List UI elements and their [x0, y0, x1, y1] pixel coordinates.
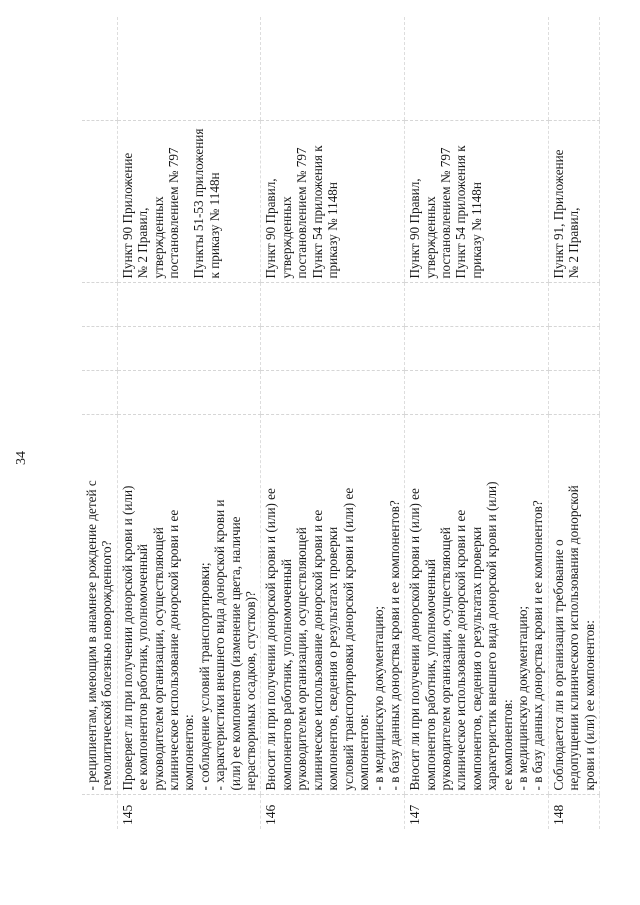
note-cell [117, 17, 261, 121]
question-line: руководителем организации, осуществляющей [437, 527, 453, 791]
question-line: компонентов работник, уполномоченный [278, 559, 294, 791]
table-row [117, 17, 261, 829]
legal-reference [117, 121, 261, 283]
requirement-question [261, 415, 405, 795]
note-cell [405, 17, 549, 121]
answer-no-cell [261, 327, 405, 371]
question-line: нерастворимых осадков, сгустков)? [243, 591, 259, 791]
note-cell [548, 17, 599, 121]
row-number: 147 [405, 795, 549, 829]
answer-yes-cell [548, 371, 599, 415]
reference-line: Пункт 90 Приложение [119, 152, 135, 279]
reference-line: постановлением № 797 [294, 147, 310, 279]
question-line: крови и (или) ее компонентов: [581, 620, 597, 791]
question-line: руководителем организации, осуществляющей [294, 527, 310, 791]
reference-line: Пункт 54 приложения к [309, 145, 325, 279]
answer-yes-cell [405, 371, 549, 415]
answer-no-cell [82, 327, 117, 371]
requirement-question [117, 415, 261, 795]
checklist-rows [82, 17, 600, 829]
question-line: компонентов, сведения о результатах проверки [325, 526, 341, 791]
question-line: компонентов: [181, 714, 197, 791]
question-line: руководителем организации, осуществляющей [150, 527, 166, 791]
question-line: - соблюдение условий транспортировки; [196, 562, 212, 791]
not-applicable-cell [405, 283, 549, 327]
requirement-question [548, 415, 599, 795]
question-line: - реципиентам, имеющим в анамнезе рождение детей с [84, 480, 99, 791]
reference-line [181, 126, 191, 279]
reference-line: приказу № 1148н [325, 182, 341, 279]
question-line: клиническое использование донорской крови и ее [453, 509, 469, 791]
question-line: - характеристики внешнего вида донорской крови и [212, 499, 228, 791]
question-line: - в базу данных донорства крови и ее компонентов? [530, 500, 546, 791]
question-line: клиническое использование донорской крови и ее [166, 509, 182, 791]
row-number: 146 [261, 795, 405, 829]
question-line: Проверяет ли при получении донорской крови и (или) [119, 485, 135, 791]
legal-reference [548, 121, 599, 283]
page-number: 34 [14, 451, 29, 465]
question-line: клиническое использование донорской крови и ее [309, 509, 325, 791]
note-cell [261, 17, 405, 121]
row-number [82, 795, 117, 829]
note-cell [82, 17, 117, 121]
question-line: ее компонентов работник, уполномоченный [135, 544, 151, 791]
question-line: гемолитической болезнью новорожденного? [99, 540, 115, 791]
reference-line: № 2 Правил, [566, 207, 582, 279]
not-applicable-cell [82, 283, 117, 327]
reference-line: Пункт 90 Правил, [407, 178, 423, 279]
question-line: компонентов, сведения о результатах проверки [468, 526, 484, 791]
question-line: ее компонентов: [499, 699, 515, 791]
question-line: характеристик внешнего вида донорской крови и (или) [484, 481, 500, 791]
answer-no-cell [405, 327, 549, 371]
table-row [82, 17, 117, 829]
not-applicable-cell [261, 283, 405, 327]
requirement-question [82, 415, 117, 795]
not-applicable-cell [548, 283, 599, 327]
question-line: - в базу данных донорства крови и ее компонентов? [386, 500, 402, 791]
question-line: недопущении клинического использования донорской [566, 485, 582, 791]
table-row [548, 17, 599, 829]
answer-no-cell [117, 327, 261, 371]
question-line: (или) ее компонентов (изменение цвета, наличие [227, 516, 243, 791]
reference-line: Пункт 91, Приложение [550, 149, 566, 279]
reference-line: утвержденных [422, 196, 438, 279]
question-line: компонентов работник, уполномоченный [422, 559, 438, 791]
legal-reference [261, 121, 405, 283]
requirement-question [405, 415, 549, 795]
reference-line: приказу № 1148н [468, 182, 484, 279]
reference-line: постановлением № 797 [166, 147, 182, 279]
question-line: - в медицинскую документацию; [371, 605, 387, 791]
question-line: Вносит ли при получении донорской крови и (или) ее [407, 488, 423, 791]
question-line: компонентов: [355, 714, 371, 791]
answer-yes-cell [82, 371, 117, 415]
question-line: условий транспортировки донорской крови и (или) ее [340, 487, 356, 791]
table-row [405, 17, 549, 829]
question-line: Соблюдается ли в организации требование о [550, 539, 566, 791]
legal-reference [405, 121, 549, 283]
question-line: Вносит ли при получении донорской крови и (или) ее [263, 488, 279, 791]
row-number: 145 [117, 795, 261, 829]
table-row [261, 17, 405, 829]
reference-line: Пункт 54 приложения к [453, 145, 469, 279]
answer-no-cell [548, 327, 599, 371]
answer-yes-cell [117, 371, 261, 415]
reference-line: утвержденных [150, 196, 166, 279]
reference-line: постановлением № 797 [437, 147, 453, 279]
reference-line: № 2 Правил, [135, 207, 151, 279]
row-number: 148 [548, 795, 599, 829]
answer-yes-cell [261, 371, 405, 415]
checklist-table [82, 17, 600, 829]
not-applicable-cell [117, 283, 261, 327]
reference-line: Пункт 90 Правил, [263, 178, 279, 279]
reference-line: утвержденных [278, 196, 294, 279]
reference-line: Пункты 51-53 приложения [191, 128, 207, 279]
reference-line: к приказу № 1148н [206, 172, 222, 279]
legal-reference [82, 121, 117, 283]
question-line: - в медицинскую документацию; [514, 605, 530, 791]
